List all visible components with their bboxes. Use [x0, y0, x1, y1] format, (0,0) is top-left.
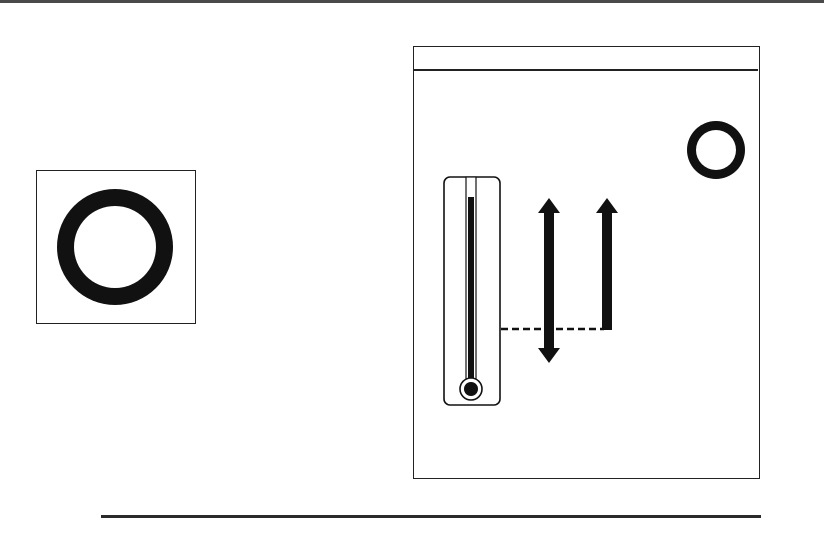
chart-starburst-seal — [414, 47, 745, 179]
viscosity-chart — [413, 46, 760, 479]
thermometer — [444, 177, 500, 405]
api-starburst-seal — [37, 171, 194, 322]
bottom-rule — [101, 515, 761, 518]
top-rule — [0, 0, 824, 3]
starburst-symbol-box — [36, 170, 196, 324]
viscosity-graphic — [414, 47, 758, 477]
sae-10w30-arrow — [596, 198, 618, 330]
sae-5w30-arrow — [538, 198, 560, 363]
